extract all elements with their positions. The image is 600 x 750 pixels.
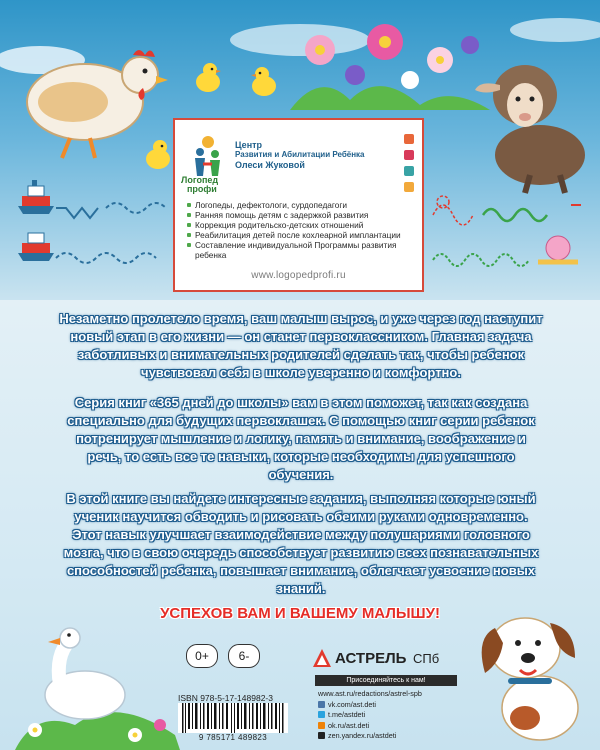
series-paragraph: Серия книг «365 дней до школы» вам в этом поможет, так как создана специально для будущих первоклашек. С помощью книг серии ребенок потренирует мышление и логику, память и внимание, воображение и речь, то есть все те навыки, которые необходимы для успешного обучения. — [67, 395, 535, 482]
flowers-illustration — [290, 20, 490, 110]
service-item: Ранняя помощь детям с задержкой развития — [187, 210, 417, 220]
publisher-brand: АСТРЕЛЬ — [335, 650, 407, 667]
services-list — [187, 200, 417, 260]
age-rating-badge: 6- — [228, 644, 260, 668]
service-item: Реабилитация детей после кохлеарной имплантации — [187, 230, 417, 240]
publisher-city: СПб — [413, 651, 440, 666]
center-subtitle: Развития и Абилитации Ребёнка — [235, 150, 365, 159]
link-row[interactable] — [318, 710, 422, 721]
zen-icon — [318, 732, 325, 739]
center-owner: Олеси Жуковой — [235, 160, 305, 170]
chick-illustration — [244, 62, 284, 102]
link-row[interactable] — [318, 689, 422, 700]
goose-illustration — [15, 620, 180, 750]
telegram-link[interactable]: t.me/astdeti — [328, 710, 366, 719]
social-icon — [404, 150, 414, 160]
isbn-text: ISBN 978-5-17-148982-3 — [178, 693, 273, 703]
vk-link[interactable]: vk.com/ast.deti — [328, 699, 376, 709]
join-us-banner: Присоединяйтесь к нам! — [315, 675, 457, 686]
age-rating-badge: 0+ — [186, 644, 218, 668]
publisher-links — [318, 689, 422, 742]
barcode-image — [178, 703, 288, 733]
telegram-icon — [318, 711, 325, 718]
astrel-logo-icon — [312, 648, 332, 668]
chick-illustration — [138, 135, 178, 175]
social-icon — [404, 166, 414, 176]
lamb-illustration — [470, 55, 600, 195]
service-item: Составление индивидуальной Программы развития ребенка — [187, 240, 417, 260]
ok-icon — [318, 722, 325, 729]
link-row[interactable] — [318, 721, 422, 732]
tracing-path-boats — [18, 178, 178, 278]
barcode-number: 9 785171 489823 — [198, 733, 268, 742]
slogan: УСПЕХОВ ВАМ И ВАШЕМУ МАЛЫШУ! — [160, 605, 440, 622]
info-panel — [173, 118, 424, 292]
website-link[interactable]: www.logopedprofi.ru — [251, 270, 346, 281]
book-paragraph: В этой книге вы найдете интересные задания, выполняя которые юный ученик научится обводить и рисовать обеими руками одновременно. Этот навык улучшает взаимодействие между полушариями головного мозга, что в свою очередь способствует развитию всех познавательных способностей ребенка, повышает внимание, облегчает усвоение новых знаний. — [63, 491, 539, 596]
link-row[interactable] — [318, 700, 422, 711]
intro-paragraph: Незаметно пролетело время, ваш малыш вырос, и уже через год наступит новый этап в его жизни — он станет первоклассником. Главная задача заботливых и внимательных родителей сделать так, чтобы ребенок чувствовал себя в школе уверенно и комфортно. — [59, 311, 543, 380]
social-icon — [404, 134, 414, 144]
social-icon — [404, 182, 414, 192]
chick-illustration — [188, 58, 228, 98]
web-link[interactable]: www.ast.ru/redactions/astrel-spb — [318, 689, 422, 698]
ok-link[interactable]: ok.ru/ast.deti — [328, 720, 370, 730]
puppy-illustration — [470, 598, 595, 748]
center-name-block — [235, 140, 365, 170]
link-row[interactable] — [318, 731, 422, 742]
center-title: Центр — [235, 140, 263, 150]
service-item: Коррекция родительско-детских отношений — [187, 220, 417, 230]
tracing-path-snails — [428, 190, 588, 280]
service-item: Логопеды, дефектологи, сурдопедагоги — [187, 200, 417, 210]
zen-link[interactable]: zen.yandex.ru/astdeti — [328, 731, 397, 740]
publisher-logo — [312, 648, 452, 670]
vk-icon — [318, 701, 325, 708]
logo-text: Логопед профи — [181, 175, 219, 194]
